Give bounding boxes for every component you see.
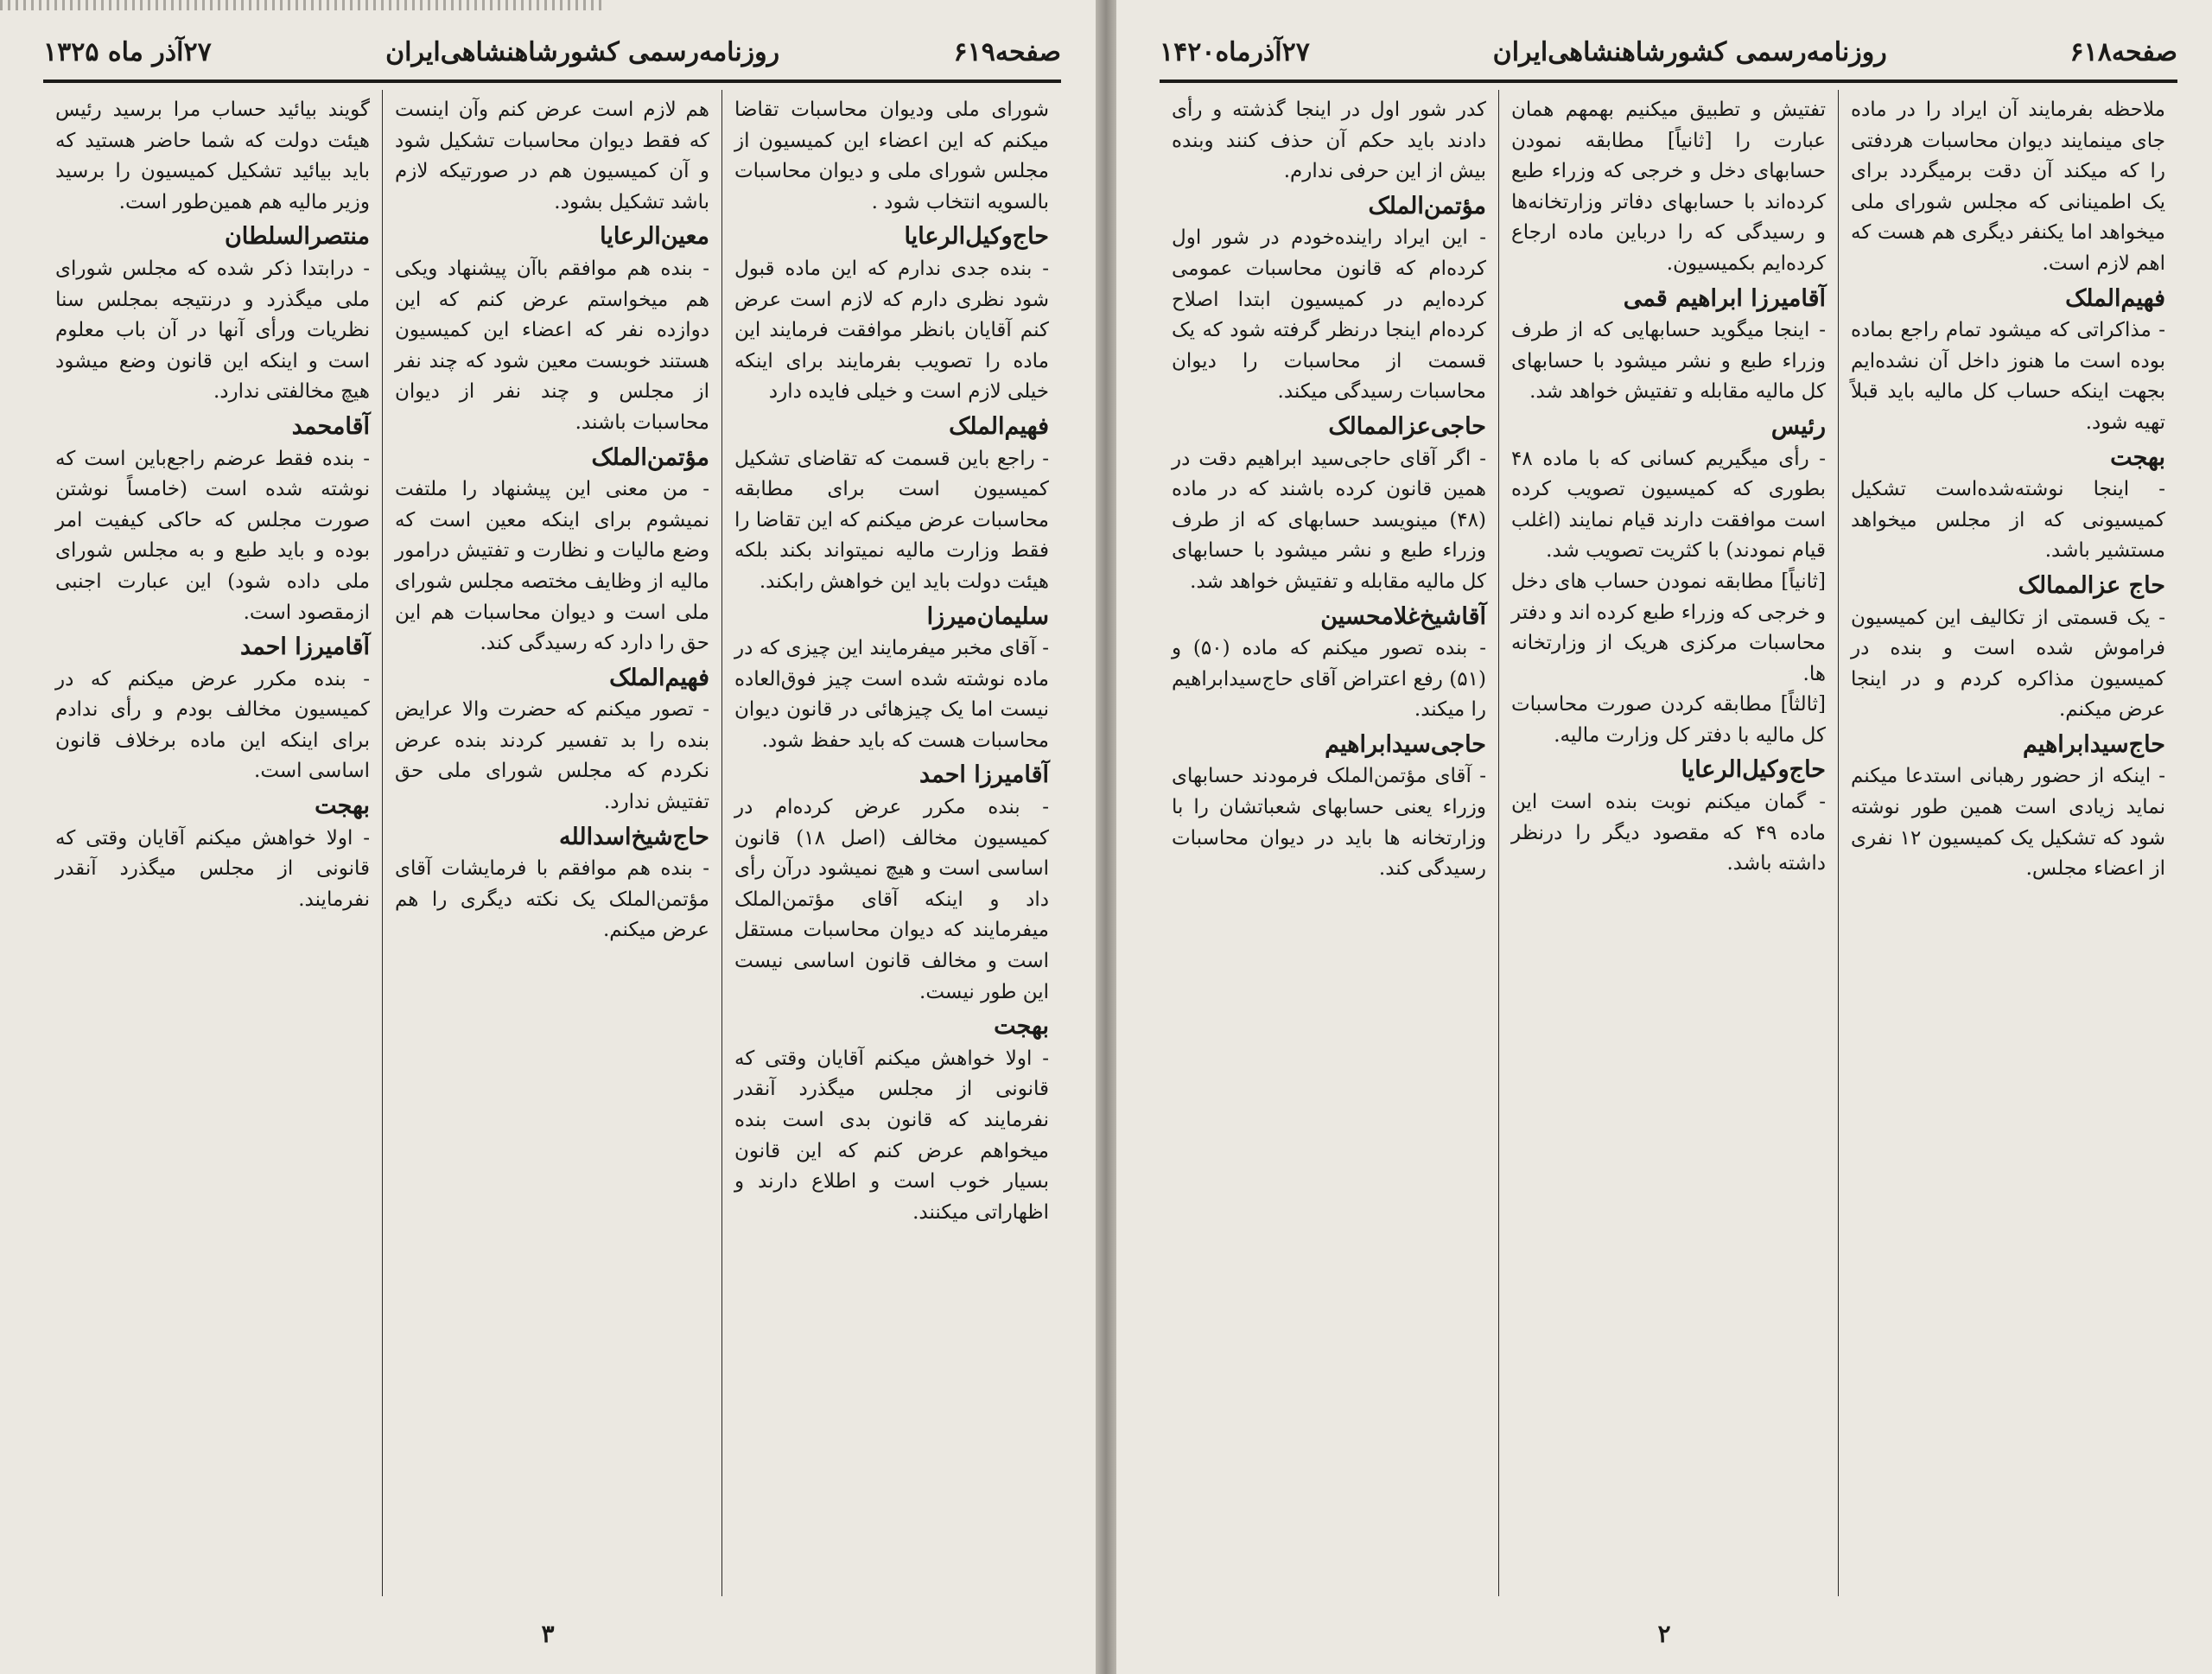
speaker-name: معین‌الرعایا — [600, 223, 709, 251]
speaker-name: بهجت — [2110, 443, 2165, 471]
paragraph: - بنده تصور میکنم که ماده (۵۰) و (۵۱) رفع اعتراض آقای حاج‌سیدابراهیم را میکند. — [1172, 637, 1486, 722]
paragraph: - یک قسمتی از تکالیف این کمیسیون فراموش شده است و بنده در کمیسیون مذاکره کردم و در اینجا عرض میکنم. — [1851, 606, 2165, 722]
text-column — [1160, 90, 1498, 1596]
paragraph: شورای ملی ودیوان محاسبات تقاضا میکنم که این اعضاء این کمیسیون از مجلس شورای ملی و دیوان محاسبات بالسویه انتخاب شود . — [734, 99, 1049, 213]
text-column — [43, 90, 382, 1596]
paragraph: - اگر آقای حاجی‌سید ابراهیم دقت در همین قانون کرده باشند که در ماده (۴۸) مینویسد حسابهای که از طرف وزراء طبع و نشر میشود با حسابهای کل مالیه مقابله و تفتیش خواهد شد. — [1172, 447, 1486, 593]
text-columns — [1160, 90, 2177, 1596]
text-column — [1498, 90, 1838, 1596]
paragraph: - مذاکراتی که میشود تمام راجع بماده بوده است ما هنوز داخل آن نشده‌ایم بجهت اینکه حساب کل مالیه باید قبلاً تهیه شود. — [1851, 319, 2165, 434]
paragraph: - اینجا میگوید حسابهایی که از طرف وزراء طبع و نشر میشود با حسابهای کل مالیه مقابله و تفتیش خواهد شد. — [1511, 319, 1826, 404]
paragraph: - من معنی این پیشنهاد را ملتفت نمیشوم برای اینکه معین است که وضع مالیات و نظارت و تفتیش درامور مالیه از وظایف مختصه مجلس شورای ملی است و دیوان محاسبات هم این حق را دارد که رسیدگی کند. — [395, 478, 709, 655]
speaker-name: مؤتمن‌الملک — [1368, 192, 1486, 220]
speaker-name: حاجی‌عزالممالک — [1328, 412, 1486, 440]
paragraph: - بنده هم موافقم با فرمایشات آقای مؤتمن‌الملک یک نکته دیگری را هم عرض میکنم. — [395, 857, 709, 942]
text-columns — [43, 90, 1061, 1596]
speaker-name: حاج‌سیدابراهیم — [2022, 730, 2165, 758]
paragraph: تفتیش و تطبیق میکنیم بهمهم همان عبارت را [ثانیاً] مطابقه نمودن حسابهای دخل و خرجی که وزراء طبع کرده‌اند با حسابهای دفاتر وزارتخانه‌ها و رسیدگی که را درباین ماده ارجاع کرده‌ایم بکمیسیون. — [1511, 99, 1826, 275]
page-wear-mark — [0, 0, 605, 10]
page-header — [43, 29, 1061, 74]
paragraph: - راجع باین قسمت که تقاضای تشکیل کمیسیون است برای مطابقه محاسبات عرض میکنم که این تقاضا را فقط وزارت مالیه نمیتواند بکند بلکه هیئت دولت باید این خواهش رابکند. — [734, 447, 1049, 593]
paragraph: گویند بیائید حساب مرا برسید رئیس هیئت دولت که شما حاضر هستید که باید بیائید تشکیل کمیسیون را برسید وزیر مالیه هم همین‌طور است. — [55, 99, 370, 213]
speaker-name: منتصرالسلطان — [224, 223, 370, 251]
footer-page-number: ۳ — [541, 1620, 555, 1648]
speaker-name: حاج‌وکیل‌الرعایا — [1681, 756, 1826, 784]
footer-page-number: ۲ — [1657, 1620, 1671, 1648]
page-label: صفحه۶۱۹ — [953, 36, 1061, 67]
paragraph: [ثانیاً] مطابقه نمودن حساب های دخل و خرجی که وزراء طبع کرده اند و دفتر محاسبات مرکزی هریک از وزارتخانه ها. — [1511, 570, 1826, 685]
paragraph: ملاحظه بفرمایند آن ایراد را در ماده جای مینمایند دیوان محاسبات هردفتی را که میکند آن دقت برمیگردد برای یک اطمینانی که مجلس شورای ملی میخواهد اما یکنفر دیگری هم هست که اهم لازم است. — [1851, 99, 2165, 275]
paragraph: - بنده مکرر عرض کرده‌ام در کمیسیون مخالف (اصل ۱۸) قانون اساسی است و هیچ نمیشود درآن رأی داد و اینکه آقای مؤتمن‌الملک میفرمایند که دیوان محاسبات مستقل است و مخالف قانون اساسی نیست این طور نیست. — [734, 796, 1049, 1003]
paragraph: - رأی میگیریم کسانی که با ماده ۴۸ بطوری که کمیسیون تصویب کرده است موافقت دارند قیام نمایند (اغلب قیام نمودند) با کثریت تصویب شد. — [1511, 447, 1826, 563]
book-gutter — [1096, 0, 1116, 1674]
header-rule — [1160, 80, 2177, 83]
speaker-name: حاج‌وکیل‌الرعایا — [904, 223, 1049, 251]
speaker-name: آقاشیخ‌غلامحسین — [1320, 602, 1486, 630]
speaker-name: فهیم‌الملک — [949, 412, 1049, 440]
speaker-name: حاجی‌سیدابراهیم — [1325, 730, 1486, 758]
speaker-name: آقامیرزا ابراهیم قمی — [1623, 284, 1826, 312]
paragraph: - بنده مکرر عرض میکنم که در کمیسیون مخالف بودم و رأی ندادم برای اینکه این ماده برخلاف قانون اساسی است. — [55, 667, 370, 783]
page-label: صفحه۶۱۸ — [2069, 36, 2177, 67]
paragraph: - تصور میکنم که حضرت والا عرایض بنده را بد تفسیر کردند بنده عرض نکردم که مجلس شورای ملی حق تفتیش ندارد. — [395, 698, 709, 814]
right-page — [1116, 0, 2212, 1674]
text-column — [721, 90, 1061, 1596]
paragraph: [ثالثاً] مطابقه کردن صورت محاسبات کل مالیه با دفتر کل وزارت مالیه. — [1511, 693, 1826, 747]
header-rule — [43, 80, 1061, 83]
left-page — [0, 0, 1096, 1674]
paragraph: - اینکه از حضور رهبانی استدعا میکنم نماید زیادی است همین طور نوشته شود که تشکیل یک کمیسیون ۱۲ نفری از اعضاء مجلس. — [1851, 765, 2165, 881]
speaker-name: مؤتمن‌الملک — [591, 443, 709, 471]
speaker-name: سلیمان‌میرزا — [926, 602, 1049, 630]
speaker-name: بهجت — [315, 792, 370, 820]
text-column — [1838, 90, 2177, 1596]
paragraph: - آقای مخبر میفرمایند این چیزی که در ماده نوشته شده است چیز فوق‌العاده نیست اما یک چیزهائی در قانون دیوان محاسبات هست که باید حفظ شود. — [734, 637, 1049, 752]
speaker-name: فهیم‌الملک — [2065, 284, 2165, 312]
paragraph: - بنده جدی ندارم که این ماده قبول شود نظری دارم که لازم است عرض کنم آقایان بانظر موافقت فرمایند این ماده را تصویب بفرمایند برای اینکه خیلی لازم است و خیلی فایده دارد — [734, 257, 1049, 404]
page-header — [1160, 29, 2177, 74]
paragraph: هم لازم است عرض کنم وآن اینست که فقط دیوان محاسبات تشکیل شود و آن کمیسیون هم در صورتیکه لازم باشد تشکیل بشود. — [395, 99, 709, 213]
paragraph: - اولا خواهش میکنم آقایان وقتی که قانونی از مجلس میگذرد آنقدر نفرمایند که قانون بدی است بنده میخواهم عرض کنم که این قانون بسیار خوب است و اطلاع دارند و اظهاراتی میکنند. — [734, 1047, 1049, 1224]
paragraph: - اینجا نوشته‌شده‌است تشکیل کمیسیونی که از مجلس میخواهد مستشیر باشد. — [1851, 478, 2165, 563]
paragraph: - درابتدا ذکر شده که مجلس شورای ملی میگذرد و درنتیجه بمجلس سنا نظریات ورأی آنها در آن باب معلوم است و اینکه این قانون وضع میشود هیچ مخالفتی ندارد. — [55, 257, 370, 404]
speaker-name: حاج‌شیخ‌اسدالله — [559, 823, 709, 850]
paragraph: - آقای مؤتمن‌الملک فرمودند حسابهای وزراء یعنی حسابهای شعباتشان را با وزارتخانه ها باید در دیوان محاسبات رسیدگی کند. — [1172, 765, 1486, 881]
speaker-name: آقامیرزا احمد — [918, 761, 1049, 789]
speaker-name: بهجت — [994, 1013, 1049, 1041]
newspaper-title: روزنامه‌رسمی کشورشاهنشاهی‌ایران — [385, 36, 780, 67]
speaker-name: فهیم‌الملک — [609, 664, 709, 691]
speaker-name: حاج عزالممالک — [2018, 571, 2165, 599]
paragraph: - گمان میکنم نوبت بنده است این ماده ۴۹ که مقصود دیگر را درنظر داشته باشد. — [1511, 791, 1827, 875]
newspaper-title: روزنامه‌رسمی کشورشاهنشاهی‌ایران — [1492, 36, 1887, 67]
paragraph: - بنده فقط عرضم راجع‌باین است که نوشته شده است (خامساً نوشتن صورت مجلس که حاکی کیفیت امر بوده و باید طبع و به مجلس شورای ملی داده شود) این عبارت اجنبی ازمقصود است. — [55, 447, 370, 624]
speaker-name: آقامیرزا احمد — [239, 633, 370, 661]
paragraph: - بنده هم موافقم باآن پیشنهاد ویکی هم میخواستم عرض کنم که این دوازده نفر که اعضاء این کمیسیون هستند خوبست معین شود که چند نفر از مجلس و چند نفر از دیوان محاسبات باشند. — [395, 257, 709, 434]
speaker-name: رئیس — [1770, 412, 1826, 440]
paragraph: - اولا خواهش میکنم آقایان وقتی که قانونی از مجلس میگذرد آنقدر نفرمایند. — [55, 826, 370, 911]
paragraph: کدر شور اول در اینجا گذشته و رأی دادند باید حکم آن حذف کنند وبنده بیش از این حرفی ندارم. — [1172, 99, 1486, 183]
issue-date: ۲۷آذر ماه ۱۳۲۵ — [43, 36, 212, 67]
speaker-name: آقامحمد — [291, 412, 370, 440]
text-column — [382, 90, 721, 1596]
paragraph: - این ایراد راینده‌خودم در شور اول کرده‌ام که قانون محاسبات عمومی کرده‌ایم در کمیسیون ابتدا اصلاح کرده‌ام اینجا درنظر گرفته شود که یک قسمت از محاسبات را دیوان محاسبات رسیدگی میکند. — [1172, 226, 1486, 404]
issue-date: ۲۷آذرماه۱۴۲۰ — [1160, 36, 1310, 67]
